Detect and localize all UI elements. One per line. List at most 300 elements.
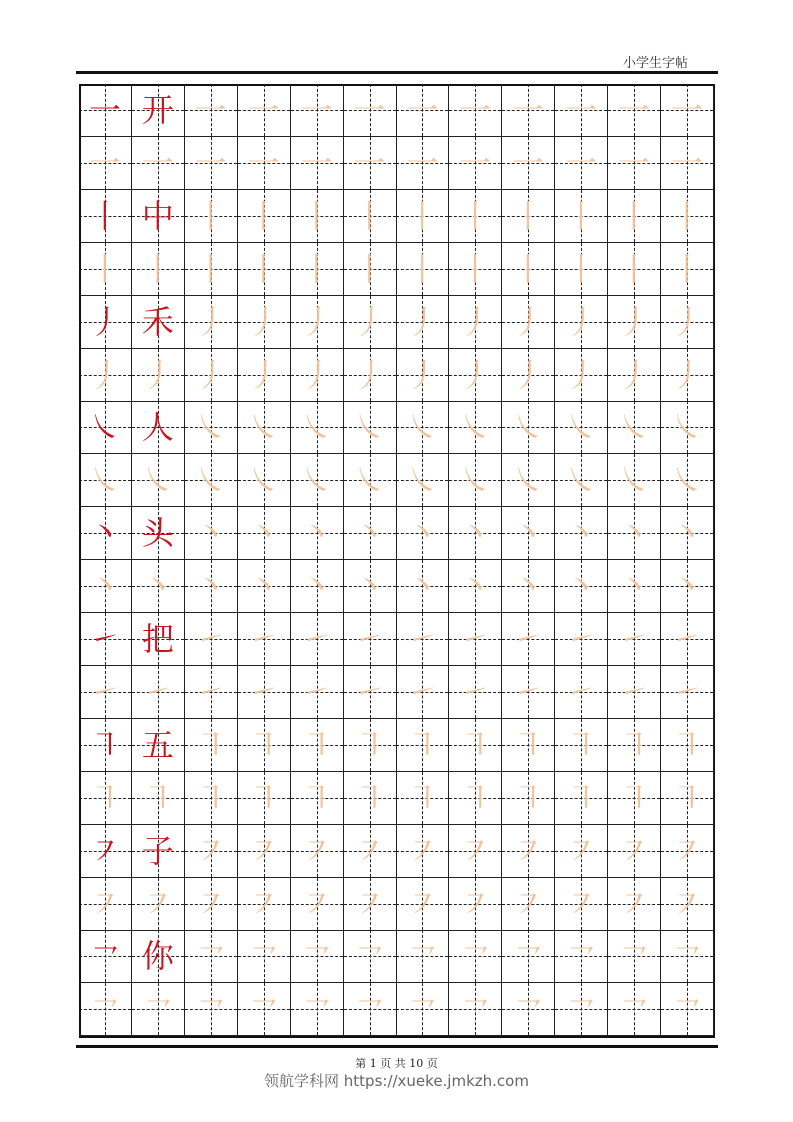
grid-cell <box>291 719 344 772</box>
trace-stroke: 一 <box>141 143 174 182</box>
trace-stroke: ㇖ <box>406 990 439 1029</box>
grid-cell <box>661 666 714 719</box>
trace-stroke: 丶 <box>194 514 227 553</box>
trace-stroke: ㇀ <box>670 620 703 658</box>
model-character: 禾 <box>141 302 174 341</box>
trace-stroke: ㇏ <box>565 461 598 500</box>
watermark: 领航学科网 https://xueke.jmkzh.com <box>264 1072 529 1090</box>
trace-stroke: 一 <box>353 143 386 182</box>
grid-cell <box>502 243 555 296</box>
trace-stroke: 丨 <box>512 249 545 288</box>
grid-cell <box>661 983 714 1036</box>
grid-cell <box>132 666 185 719</box>
grid-cell <box>132 190 185 243</box>
grid-cell <box>608 560 661 613</box>
trace-stroke: 一 <box>617 143 650 182</box>
grid-cell <box>502 613 555 666</box>
trace-stroke: 一 <box>512 91 545 129</box>
trace-stroke: ㇖ <box>247 990 280 1029</box>
grid-cell <box>608 84 661 137</box>
grid-cell <box>185 454 238 507</box>
grid-cell <box>344 349 397 402</box>
grid-cell <box>344 507 397 560</box>
grid-cell <box>132 349 185 402</box>
model-stroke: ㇇ <box>88 831 121 870</box>
grid-cell <box>396 454 449 507</box>
grid-cell <box>449 296 502 349</box>
trace-stroke: 丶 <box>353 514 386 553</box>
grid-cell <box>185 878 238 931</box>
trace-stroke: ㇇ <box>406 831 439 870</box>
grid-cell <box>132 878 185 931</box>
trace-stroke: ㇏ <box>406 408 439 447</box>
grid-cell <box>132 84 185 137</box>
trace-stroke: ㇏ <box>670 461 703 500</box>
grid-cell <box>555 560 608 613</box>
trace-stroke: 丶 <box>406 567 439 606</box>
grid-cell <box>555 349 608 402</box>
grid-cell <box>79 560 132 613</box>
trace-stroke: ㇏ <box>353 461 386 500</box>
grid-cell <box>661 296 714 349</box>
grid-cell <box>449 666 502 719</box>
trace-stroke: ㇏ <box>459 408 492 447</box>
trace-stroke: ㇀ <box>459 672 492 711</box>
grid-cell <box>449 930 502 983</box>
grid-cell <box>396 930 449 983</box>
trace-stroke: 一 <box>247 91 280 129</box>
grid-cell <box>449 719 502 772</box>
grid-cell <box>132 983 185 1036</box>
grid-cell <box>661 454 714 507</box>
trace-stroke: 丶 <box>247 567 280 606</box>
trace-stroke: 丨 <box>459 196 492 235</box>
trace-stroke: ㇇ <box>617 884 650 923</box>
trace-stroke: 丨 <box>247 196 280 235</box>
model-stroke: 一 <box>88 91 121 129</box>
grid-cell <box>555 137 608 190</box>
grid-cell <box>449 878 502 931</box>
grid-cell <box>502 401 555 454</box>
trace-stroke: ㇏ <box>300 461 333 500</box>
grid-cell <box>79 772 132 825</box>
trace-stroke: 丶 <box>247 514 280 553</box>
grid-cell <box>291 613 344 666</box>
grid-cell <box>291 560 344 613</box>
grid-cell <box>344 190 397 243</box>
grid-cell <box>555 243 608 296</box>
grid-cell <box>132 772 185 825</box>
grid-cell <box>396 243 449 296</box>
grid-cell <box>79 825 132 878</box>
trace-stroke: 丿 <box>194 355 227 394</box>
grid-cell <box>344 930 397 983</box>
trace-stroke: 丨 <box>353 196 386 235</box>
trace-stroke: ㇇ <box>617 831 650 870</box>
grid-cell <box>291 401 344 454</box>
grid-cell <box>502 137 555 190</box>
model-stroke: ㇏ <box>88 408 121 447</box>
trace-stroke: ㇇ <box>565 884 598 923</box>
trace-stroke: ㇇ <box>300 884 333 923</box>
trace-stroke: ㇕ <box>459 725 492 764</box>
trace-stroke: ㇀ <box>406 620 439 658</box>
grid-cell <box>661 772 714 825</box>
trace-stroke: 丿 <box>459 302 492 341</box>
trace-stroke: ㇏ <box>247 408 280 447</box>
trace-stroke: ㇏ <box>141 461 174 500</box>
grid-cell <box>502 560 555 613</box>
grid-cell <box>449 190 502 243</box>
trace-stroke: 丿 <box>512 355 545 394</box>
trace-stroke: 丿 <box>406 355 439 394</box>
trace-stroke: ㇀ <box>194 672 227 711</box>
grid-cell <box>132 613 185 666</box>
grid-cell <box>291 825 344 878</box>
grid-cell <box>661 878 714 931</box>
trace-stroke: ㇖ <box>565 990 598 1029</box>
grid-cell <box>661 930 714 983</box>
grid-cell <box>608 930 661 983</box>
trace-stroke: ㇀ <box>565 672 598 711</box>
trace-stroke: 丨 <box>406 249 439 288</box>
grid-cell <box>449 243 502 296</box>
grid-cell <box>555 454 608 507</box>
header-title: 小学生字帖 <box>622 56 688 71</box>
grid-cell <box>502 454 555 507</box>
trace-stroke: ㇖ <box>194 990 227 1029</box>
grid-cell <box>555 719 608 772</box>
grid-cell <box>396 666 449 719</box>
grid-cell <box>132 719 185 772</box>
model-character: 人 <box>141 408 174 447</box>
trace-stroke: 一 <box>565 143 598 182</box>
grid-cell <box>396 719 449 772</box>
trace-stroke: ㇇ <box>670 831 703 870</box>
grid-cell <box>555 825 608 878</box>
grid-cell <box>449 84 502 137</box>
grid-cell <box>502 190 555 243</box>
grid-cell <box>185 401 238 454</box>
trace-stroke: ㇀ <box>300 620 333 658</box>
trace-stroke: ㇀ <box>617 620 650 658</box>
grid-cell <box>449 772 502 825</box>
trace-stroke: ㇏ <box>459 461 492 500</box>
trace-stroke: 丿 <box>459 355 492 394</box>
trace-stroke: ㇖ <box>406 937 439 976</box>
grid-cell <box>132 296 185 349</box>
grid-cell <box>185 190 238 243</box>
grid-cell <box>449 401 502 454</box>
trace-stroke: ㇖ <box>565 937 598 976</box>
trace-stroke: ㇕ <box>194 778 227 817</box>
grid-cell <box>132 401 185 454</box>
trace-stroke: ㇀ <box>247 620 280 658</box>
grid-cell <box>344 666 397 719</box>
trace-stroke: ㇏ <box>300 408 333 447</box>
trace-stroke: 丿 <box>247 302 280 341</box>
grid-cell <box>449 137 502 190</box>
grid-cell <box>344 825 397 878</box>
trace-stroke: 丨 <box>459 249 492 288</box>
grid-cell <box>396 772 449 825</box>
trace-stroke: ㇖ <box>670 990 703 1029</box>
grid-cell <box>502 349 555 402</box>
grid-cell <box>132 825 185 878</box>
grid-cell <box>185 137 238 190</box>
trace-stroke: 丶 <box>617 514 650 553</box>
grid-cell <box>79 84 132 137</box>
trace-stroke: ㇕ <box>353 778 386 817</box>
grid-cell <box>185 825 238 878</box>
grid-cell <box>132 243 185 296</box>
grid-cell <box>608 243 661 296</box>
grid-cell <box>608 190 661 243</box>
trace-stroke: ㇕ <box>512 778 545 817</box>
trace-stroke: ㇖ <box>459 990 492 1029</box>
grid-cell <box>449 454 502 507</box>
trace-stroke: ㇇ <box>670 884 703 923</box>
trace-stroke: 丶 <box>670 514 703 553</box>
grid-cell <box>238 401 291 454</box>
trace-stroke: 丶 <box>512 567 545 606</box>
grid-cell <box>608 772 661 825</box>
trace-stroke: 一 <box>512 143 545 182</box>
trace-stroke: ㇇ <box>194 884 227 923</box>
grid-cell <box>555 930 608 983</box>
trace-stroke: 丶 <box>300 567 333 606</box>
grid-cell <box>555 401 608 454</box>
grid-cell <box>396 401 449 454</box>
model-stroke: ㇀ <box>88 620 121 658</box>
trace-stroke: 一 <box>88 143 121 182</box>
trace-stroke: 丨 <box>617 196 650 235</box>
trace-stroke: 丿 <box>300 302 333 341</box>
model-stroke: 丿 <box>88 302 121 341</box>
grid-cell <box>555 190 608 243</box>
trace-stroke: 丨 <box>565 196 598 235</box>
grid-cell <box>502 296 555 349</box>
grid-cell <box>238 719 291 772</box>
trace-stroke: ㇇ <box>459 831 492 870</box>
trace-stroke: 丶 <box>141 567 174 606</box>
grid-cell <box>396 349 449 402</box>
trace-stroke: 丿 <box>353 302 386 341</box>
grid-cell <box>661 825 714 878</box>
trace-stroke: ㇀ <box>512 672 545 711</box>
trace-stroke: 丨 <box>194 249 227 288</box>
trace-stroke: 一 <box>300 91 333 129</box>
grid-cell <box>396 560 449 613</box>
grid-cell <box>396 613 449 666</box>
trace-stroke: 丿 <box>141 355 174 394</box>
trace-stroke: ㇇ <box>194 831 227 870</box>
grid-cell <box>396 84 449 137</box>
grid-cell <box>238 454 291 507</box>
trace-stroke: ㇖ <box>617 937 650 976</box>
grid-cell <box>79 401 132 454</box>
grid-cell <box>608 401 661 454</box>
trace-stroke: 丨 <box>406 196 439 235</box>
trace-stroke: ㇏ <box>353 408 386 447</box>
model-character: 开 <box>141 91 174 129</box>
model-character: 中 <box>141 196 174 235</box>
grid-cell <box>449 507 502 560</box>
trace-stroke: 丶 <box>670 567 703 606</box>
trace-stroke: ㇖ <box>300 990 333 1029</box>
trace-stroke: 丿 <box>406 302 439 341</box>
trace-stroke: 丶 <box>300 514 333 553</box>
trace-stroke: 一 <box>617 91 650 129</box>
trace-stroke: ㇕ <box>565 725 598 764</box>
grid-cell <box>661 613 714 666</box>
trace-stroke: ㇕ <box>88 778 121 817</box>
trace-stroke: ㇕ <box>194 725 227 764</box>
trace-stroke: 丶 <box>88 567 121 606</box>
trace-stroke: ㇏ <box>617 461 650 500</box>
trace-stroke: ㇏ <box>617 408 650 447</box>
trace-stroke: ㇇ <box>353 884 386 923</box>
grid-cell <box>79 613 132 666</box>
grid-cell <box>661 243 714 296</box>
trace-stroke: 一 <box>670 143 703 182</box>
grid-cell <box>502 983 555 1036</box>
trace-stroke: 一 <box>459 91 492 129</box>
trace-stroke: ㇕ <box>300 778 333 817</box>
grid-cell <box>291 772 344 825</box>
grid-cell <box>132 507 185 560</box>
grid-cell <box>396 507 449 560</box>
grid-cell <box>185 349 238 402</box>
grid-cell <box>608 613 661 666</box>
grid-cell <box>608 666 661 719</box>
grid-cell <box>449 983 502 1036</box>
trace-stroke: 丿 <box>512 302 545 341</box>
trace-stroke: ㇏ <box>565 408 598 447</box>
trace-stroke: ㇏ <box>194 461 227 500</box>
trace-stroke: ㇖ <box>194 937 227 976</box>
footer-rule <box>76 1045 718 1048</box>
grid-cell <box>185 243 238 296</box>
trace-stroke: ㇕ <box>247 725 280 764</box>
trace-stroke: ㇖ <box>300 937 333 976</box>
grid-cell <box>555 983 608 1036</box>
trace-stroke: ㇀ <box>88 672 121 711</box>
grid-cell <box>291 454 344 507</box>
grid-cell <box>185 296 238 349</box>
trace-stroke: ㇕ <box>406 778 439 817</box>
grid-cell <box>502 84 555 137</box>
trace-stroke: ㇖ <box>617 990 650 1029</box>
trace-stroke: ㇏ <box>194 408 227 447</box>
trace-stroke: 一 <box>194 91 227 129</box>
trace-stroke: 一 <box>406 143 439 182</box>
model-stroke: 丶 <box>88 514 121 553</box>
trace-stroke: ㇀ <box>247 672 280 711</box>
trace-stroke: ㇇ <box>300 831 333 870</box>
grid-cell <box>291 137 344 190</box>
grid-cell <box>238 137 291 190</box>
trace-stroke: ㇖ <box>88 990 121 1029</box>
trace-stroke: 丿 <box>565 302 598 341</box>
trace-stroke: 一 <box>406 91 439 129</box>
grid-cell <box>238 772 291 825</box>
trace-stroke: 丿 <box>300 355 333 394</box>
grid-cell <box>396 983 449 1036</box>
trace-stroke: ㇖ <box>459 937 492 976</box>
model-character: 你 <box>141 937 174 976</box>
grid-cell <box>291 666 344 719</box>
grid-cell <box>608 296 661 349</box>
grid-cell <box>344 401 397 454</box>
trace-stroke: ㇏ <box>247 461 280 500</box>
grid-cell <box>79 454 132 507</box>
trace-stroke: 丿 <box>353 355 386 394</box>
grid-cell <box>79 719 132 772</box>
trace-stroke: ㇖ <box>247 937 280 976</box>
grid-cell <box>291 296 344 349</box>
trace-stroke: ㇀ <box>141 672 174 711</box>
grid-cell <box>79 878 132 931</box>
grid-cell <box>555 878 608 931</box>
grid-cell <box>79 349 132 402</box>
grid-cell <box>344 878 397 931</box>
trace-stroke: ㇇ <box>512 831 545 870</box>
grid-cell <box>185 983 238 1036</box>
trace-stroke: ㇏ <box>512 408 545 447</box>
grid-cell <box>661 560 714 613</box>
grid-cell <box>79 190 132 243</box>
grid-cell <box>185 84 238 137</box>
grid-cell <box>238 930 291 983</box>
grid-cell <box>449 825 502 878</box>
trace-stroke: ㇀ <box>300 672 333 711</box>
trace-stroke: 丿 <box>565 355 598 394</box>
grid-cell <box>396 296 449 349</box>
grid-cell <box>661 190 714 243</box>
trace-stroke: 丶 <box>353 567 386 606</box>
model-character: 把 <box>141 620 174 658</box>
trace-stroke: ㇏ <box>512 461 545 500</box>
trace-stroke: 丶 <box>406 514 439 553</box>
grid-cell <box>79 507 132 560</box>
grid-cell <box>344 243 397 296</box>
grid-cell <box>291 878 344 931</box>
grid-cell <box>238 825 291 878</box>
grid-cell <box>344 84 397 137</box>
trace-stroke: 一 <box>300 143 333 182</box>
trace-stroke: ㇕ <box>565 778 598 817</box>
grid-cell <box>502 772 555 825</box>
model-stroke: 丨 <box>88 196 121 235</box>
trace-stroke: 丨 <box>670 249 703 288</box>
grid-cell <box>555 613 608 666</box>
trace-stroke: ㇕ <box>406 725 439 764</box>
grid-cell <box>132 560 185 613</box>
trace-stroke: 丨 <box>194 196 227 235</box>
grid-cell <box>238 84 291 137</box>
grid-cell <box>291 349 344 402</box>
trace-stroke: 丿 <box>194 302 227 341</box>
header-rule <box>76 71 718 74</box>
trace-stroke: ㇀ <box>353 620 386 658</box>
trace-stroke: 丨 <box>565 249 598 288</box>
trace-stroke: ㇀ <box>670 672 703 711</box>
grid-cell <box>185 719 238 772</box>
trace-stroke: ㇕ <box>670 725 703 764</box>
grid-cell <box>661 349 714 402</box>
trace-stroke: ㇀ <box>194 620 227 658</box>
